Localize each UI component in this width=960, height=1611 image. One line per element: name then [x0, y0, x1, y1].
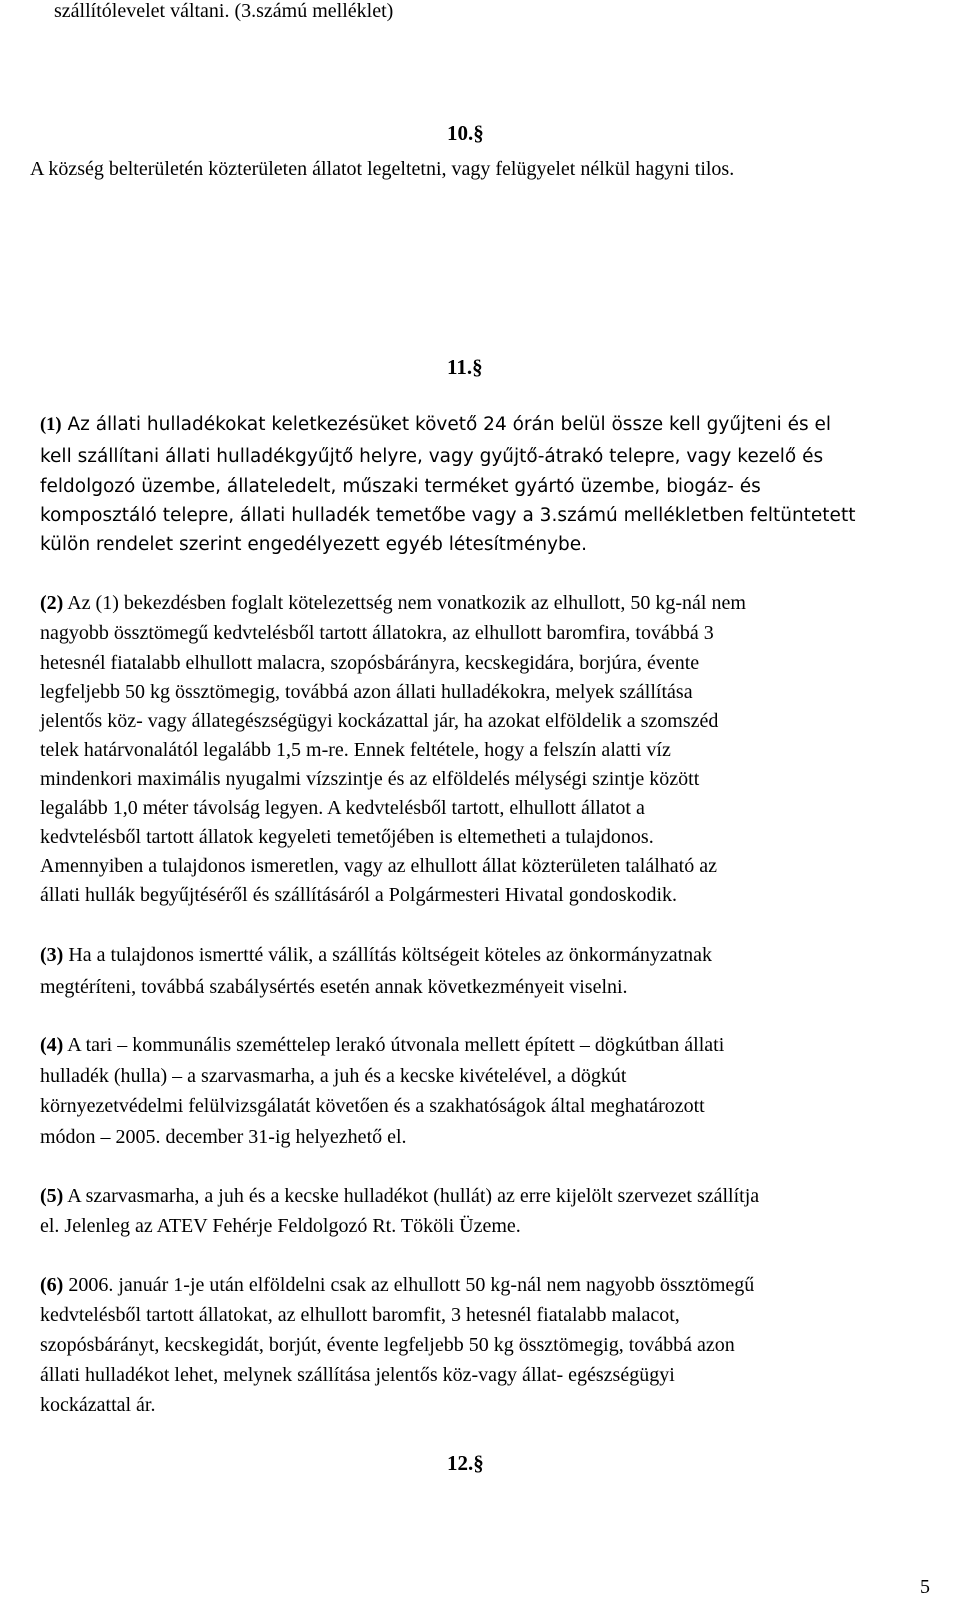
paragraph-2-line: (2) Az (1) bekezdésben foglalt kötelezettség nem vonatkozik az elhullott, 50 kg-nál nem: [40, 592, 746, 614]
paragraph-2-number: (2): [40, 592, 64, 614]
paragraph-6-line: kockázattal ár.: [40, 1394, 156, 1416]
paragraph-1-line: külön rendelet szerint engedélyezett egyéb létesítménybe.: [40, 534, 588, 555]
section-10-heading: 10.§: [447, 121, 484, 145]
section-12-heading: 12.§: [447, 1451, 484, 1475]
paragraph-2-line: hetesnél fiatalabb elhullott malacra, szopósbárányra, kecskegidára, borjúra, évente: [40, 652, 700, 674]
paragraph-2-line: mindenkori maximális nyugalmi vízszintje és az elföldelés mélységi szintje között: [40, 768, 700, 790]
paragraph-2-line: jelentős köz- vagy állategészségügyi kockázattal jár, ha azokat elföldelik a szomszéd: [40, 710, 719, 732]
paragraph-1-line: (1) Az állati hulladékokat keletkezésüket követő 24 órán belül össze kell gyűjteni és el: [40, 414, 832, 435]
paragraph-5-line: el. Jelenleg az ATEV Fehérje Feldolgozó Rt. Tököli Üzeme.: [40, 1215, 521, 1237]
paragraph-2-line: legalább 1,0 méter távolság legyen. A kedvtelésből tartott, elhullott állatot a: [40, 797, 645, 819]
paragraph-3-line: (3) Ha a tulajdonos ismertté válik, a szállítás költségeit köteles az önkormányzatnak: [40, 944, 713, 966]
paragraph-4-number: (4): [40, 1034, 64, 1056]
paragraph-1-line: feldolgozó üzembe, állateledelt, műszaki terméket gyártó üzembe, biogáz- és: [40, 476, 761, 497]
paragraph-4-line: (4) A tari – kommunális szeméttelep lerakó útvonala mellett épített – dögkútban állati: [40, 1034, 725, 1056]
paragraph-5-number: (5): [40, 1185, 64, 1207]
paragraph-2-line: Amennyiben a tulajdonos ismeretlen, vagy az elhullott állat közterületen található az: [40, 855, 717, 877]
paragraph-2-line: legfeljebb 50 kg össztömegig, továbbá azon állati hulladékokra, melyek szállítása: [40, 681, 693, 703]
page-number: 5: [920, 1576, 930, 1598]
paragraph-4-line: módon – 2005. december 31-ig helyezhető el.: [40, 1126, 407, 1148]
continuation-line: szállítólevelet váltani. (3.számú melléklet): [54, 0, 394, 22]
paragraph-2-line: állati hullák begyűjtéséről és szállításáról a Polgármesteri Hivatal gondoskodik.: [40, 884, 678, 906]
section-10-text: A község belterületén közterületen állatot legeltetni, vagy felügyelet nélkül hagyni tilos.: [30, 158, 735, 180]
section-11-heading: 11.§: [447, 355, 483, 379]
paragraph-3-number: (3): [40, 944, 64, 966]
paragraph-6-line: (6) 2006. január 1-je után elföldelni csak az elhullott 50 kg-nál nem nagyobb össztömegű: [40, 1274, 755, 1296]
paragraph-6-line: szopósbárányt, kecskegidát, borjút, évente legfeljebb 50 kg össztömegig, továbbá azon: [40, 1334, 735, 1356]
paragraph-2-line: kedvtelésből tartott állatok kegyeleti temetőjében is eltemetheti a tulajdonos.: [40, 826, 654, 848]
paragraph-1-number: (1): [40, 415, 62, 435]
paragraph-4-line: hulladék (hulla) – a szarvasmarha, a juh és a kecske kivételével, a dögkút: [40, 1065, 627, 1087]
paragraph-6-number: (6): [40, 1274, 64, 1296]
paragraph-1-line: kell szállítani állati hulladékgyűjtő helyre, vagy gyűjtő-átrakó telepre, vagy kezelő és: [40, 446, 824, 467]
paragraph-2-line: telek határvonalától legalább 1,5 m-re. Ennek feltétele, hogy a felszín alatti víz: [40, 739, 671, 761]
paragraph-1-line: komposztáló telepre, állati hulladék temetőbe vagy a 3.számú mellékletben feltüntetett: [40, 505, 856, 526]
paragraph-3-line: megtéríteni, továbbá szabálysértés esetén annak következményeit viselni.: [40, 976, 628, 998]
paragraph-2-line: nagyobb össztömegű kedvtelésből tartott állatokra, az elhullott baromfira, továbbá 3: [40, 622, 714, 644]
paragraph-4-line: környezetvédelmi felülvizsgálatát követően és a szakhatóságok által meghatározott: [40, 1095, 705, 1117]
paragraph-6-line: kedvtelésből tartott állatokat, az elhullott baromfit, 3 hetesnél fiatalabb malacot,: [40, 1304, 680, 1326]
paragraph-6-line: állati hulladékot lehet, melynek szállítása jelentős köz-vagy állat- egészségügyi: [40, 1364, 675, 1386]
paragraph-5-line: (5) A szarvasmarha, a juh és a kecske hulladékot (hullát) az erre kijelölt szervezet szállítja: [40, 1185, 760, 1207]
